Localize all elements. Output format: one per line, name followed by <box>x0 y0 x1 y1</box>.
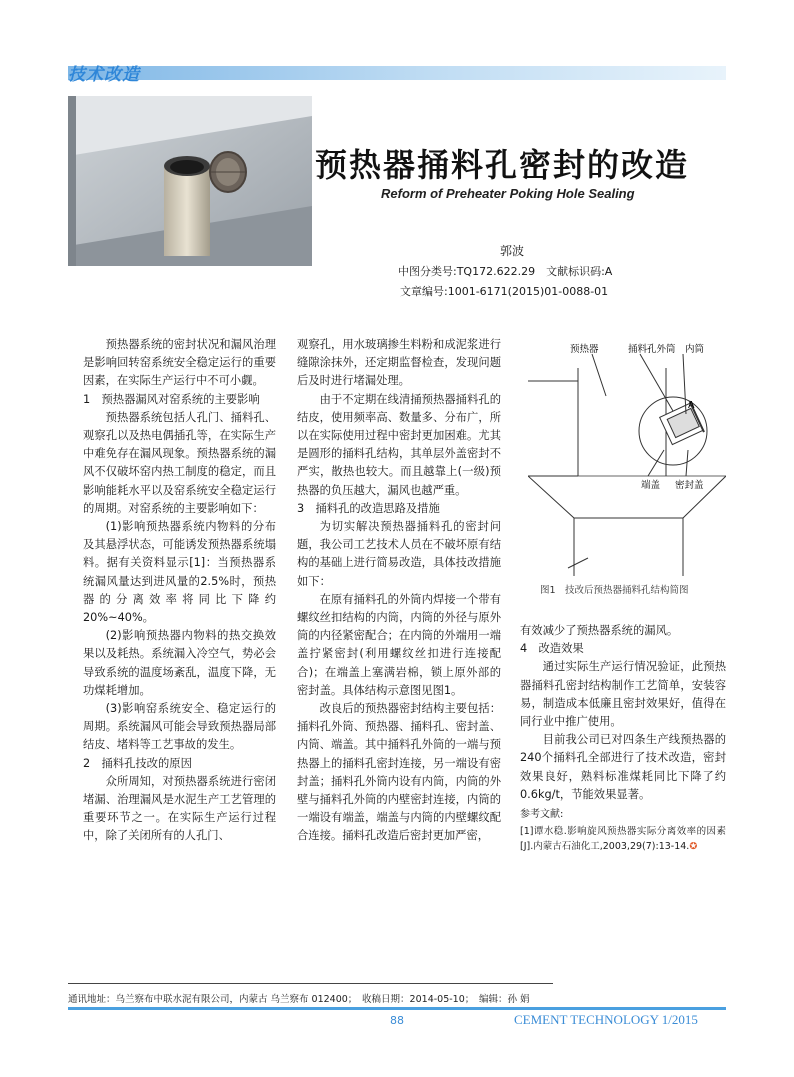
paragraph: 众所周知，对预热器系统进行密闭堵漏、治理漏风是水泥生产工艺管理的重要环节之一。在实际生产运行过程中，除了关闭所有的人孔门、 <box>83 774 276 843</box>
text-column-3 <box>520 622 726 854</box>
section-heading: 2 捅料孔技改的原因 <box>83 756 192 770</box>
label-preheater: 预热器 <box>570 344 599 355</box>
paragraph: (1)影响预热器系统内物料的分布及其悬浮状态，可能诱发预热器系统塌料。据有关资料显示[1]：当预热器系统漏风量达到进风量的2.5%时，预热器的分离效率将同比下降约20%~40%。 <box>83 520 276 625</box>
label-detail-a: A <box>688 400 695 411</box>
article-subtitle: Reform of Preheater Poking Hole Sealing <box>381 186 635 201</box>
paragraph: 观察孔，用水玻璃掺生料粉和成泥浆进行缝隙涂抹外，还定期监督检查，发现问题后及时进行堵漏处理。 <box>297 338 501 388</box>
section-heading: 3 捅料孔的改造思路及措施 <box>297 501 440 515</box>
section-header-bar <box>68 66 726 80</box>
paragraph: (2)影响预热器内物料的热交换效果以及耗热。系统漏入冷空气，势必会导致系统的温度场紊乱，温度下降，无功煤耗增加。 <box>83 629 276 697</box>
footnote-rule <box>68 983 553 984</box>
paragraph: 在原有捅料孔的外筒内焊接一个带有螺纹丝扣结构的内筒，内筒的外径与原外筒的内径紧密配合；在内筒的外端用一端盖拧紧密封(利用螺纹丝扣进行连接配合)；在端盖上塞满岩棉，锁上原外部的密封盖。具体结构示意图见图1。 <box>297 592 501 697</box>
figure-caption: 图1 技改后预热器捅料孔结构简图 <box>540 585 689 596</box>
paragraph: 预热器系统包括人孔门、捅料孔、观察孔以及热电偶插孔等，在实际生产中难免存在漏风现象。预热器系统的漏风不仅破坏窑内热工制度的稳定，而且影响能耗水平以及窑系统安全稳定运行的周期。对窑系统的主要影响如下： <box>83 410 276 515</box>
reference-item: [1]谭水稳.影响旋风预热器实际分离效率的因素[J].内蒙古石油化工,2003,29(7):13-14.✪ <box>520 826 726 853</box>
article-title: 预热器捅料孔密封的改造 <box>315 146 690 184</box>
text-column-2 <box>297 336 501 846</box>
paragraph: 预热器系统的密封状况和漏风治理是影响回转窑系统安全稳定运行的重要因素，在实际生产运行中不可小觑。 <box>83 338 276 388</box>
section-heading: 1 预热器漏风对窑系统的主要影响 <box>83 392 260 406</box>
section-label: 技术改造 <box>68 65 140 85</box>
paragraph: 目前我公司已对四条生产线预热器的240个捅料孔全部进行了技术改造，密封效果良好，熟料标准煤耗同比下降了约0.6kg/t，节能效果显著。 <box>520 733 726 801</box>
text-column-1 <box>83 336 276 846</box>
footer-rule <box>68 1007 726 1010</box>
paragraph: 改良后的预热器密封结构主要包括：捅料孔外筒、预热器、捅料孔、密封盖、内筒、端盖。其中捅料孔外筒的一端与预热器上的捅料孔密封连接，另一端设有密封盖；捅料孔外筒内设有内筒，内筒的外壁与捅料孔外筒的内壁密封连接，内筒的一端设有端盖，端盖与内筒的内壁螺纹配合连接。捅料孔改造后密封更加严密， <box>297 702 501 843</box>
paragraph: 有效减少了预热器系统的漏风。 <box>520 624 679 637</box>
article-number-line: 文章编号:1001-6171(2015)01-0088-01 <box>400 285 609 298</box>
footnote: 通讯地址：乌兰察布中联水泥有限公司，内蒙古 乌兰察布 012400； 收稿日期：2014-05-10； 编辑：孙 娟 <box>68 994 530 1005</box>
paragraph: (3)影响窑系统安全、稳定运行的周期。系统漏风可能会导致预热器局部结皮、堵料等工艺事故的发生。 <box>83 702 276 752</box>
section-heading: 4 改造效果 <box>520 642 584 656</box>
label-outer-tube: 捅料孔外筒 <box>628 344 676 355</box>
author: 郭波 <box>500 244 525 258</box>
article-photo <box>68 96 312 266</box>
column-3-body <box>520 622 726 804</box>
label-end-cap: 端盖 <box>641 480 661 491</box>
paragraph: 为切实解决预热器捅料孔的密封问题，我公司工艺技术人员在不破坏原有结构的基础上进行简易改造，具体技改措施如下： <box>297 520 501 588</box>
label-seal-cap: 密封盖 <box>675 480 704 491</box>
classification-line: 中图分类号:TQ172.622.29 文献标识码:A <box>398 265 613 278</box>
page-number: 88 <box>390 1014 404 1027</box>
end-mark-icon: ✪ <box>689 841 698 853</box>
journal-name: CEMENT TECHNOLOGY 1/2015 <box>514 1012 698 1027</box>
paragraph: 由于不定期在线清捅预热器捅料孔的结皮，使用频率高、数量多、分布广，所以在实际使用过程中密封更加困难。尤其是圆形的捅料孔结构，其单层外盖密封不严实，散热也较大。而且越靠上(一级)预热器的负压越大，漏风也越严重。 <box>297 392 501 497</box>
label-inner-tube: 内筒 <box>685 344 705 355</box>
references-title: 参考文献: <box>520 809 564 821</box>
figure-1-diagram <box>528 336 726 576</box>
paragraph: 通过实际生产运行情况验证，此预热器捅料孔密封结构制作工艺简单，安装容易，制造成本低廉且密封效果好，值得在同行业中推广使用。 <box>520 660 726 729</box>
